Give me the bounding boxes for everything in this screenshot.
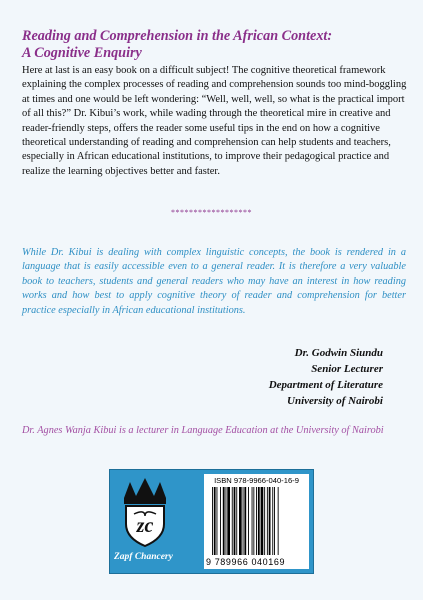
barcode-bar	[227, 487, 230, 555]
barcode-bar	[267, 487, 268, 555]
barcode-bar	[269, 487, 271, 555]
barcode-bar	[244, 487, 246, 555]
zapf-chancery-crest-icon	[116, 476, 174, 548]
barcode-bar	[256, 487, 257, 555]
publisher-name: Zapf Chancery	[114, 552, 173, 562]
barcode-bar	[220, 487, 221, 555]
barcode-bar	[232, 487, 233, 555]
barcode-bar	[278, 487, 279, 555]
barcode-bar	[258, 487, 260, 555]
barcode-bar	[248, 487, 249, 555]
separator-stars: ******************	[171, 208, 252, 217]
barcode-bar	[252, 487, 253, 555]
svg-text:zc: zc	[136, 515, 154, 537]
isbn-text: ISBN 978-9966-040-16-9	[214, 476, 299, 485]
author-bio: Dr. Agnes Wanja Kibui is a lecturer in Language Education at the University of Nairobi	[22, 425, 384, 436]
blurb-paragraph: Here at last is an easy book on a difficult subject! The cognitive theoretical framework explaining the complex processes of reading and comprehension sounds too mind-boggling at times and one would be left wondering: “Well, well, well, so what is the practical import of all this?” Dr. Kibui’s work, while wading through the theoretical mire in creative and reader-friendly steps, offers the reader some useful tips in the end on how a cognitive theoretical understanding of reading and comprehension can help students and teachers, especially in African educational institutions, to improve their pedagogical practice and realize the learning objectives better and faster.	[22, 65, 407, 177]
barcode-box	[204, 474, 309, 569]
barcode-bar	[234, 487, 236, 555]
title-line-2: A Cognitive Enquiry	[22, 45, 142, 61]
review-paragraph: While Dr. Kibui is dealing with complex linguistic concepts, the book is rendered in a language that is easily accessible even to a general reader. It is therefore a very valuable book to teachers, students and general readers who may have an interest in how reading works and how best to apply cognitive theory of reader and comprehension for better practice especially in African educational institutions.	[22, 247, 406, 316]
reviewer-institution: University of Nairobi	[287, 395, 383, 407]
barcode-bar	[223, 487, 225, 555]
publisher-block	[109, 469, 314, 574]
barcode-bars	[212, 487, 304, 555]
barcode-digits: 9 789966 040169	[206, 557, 286, 567]
barcode-bar	[243, 487, 244, 555]
barcode-bar	[214, 487, 216, 555]
barcode-bar	[236, 487, 237, 555]
barcode-bar	[253, 487, 254, 555]
barcode-bar	[212, 487, 213, 555]
barcode-bar	[226, 487, 227, 555]
barcode-bar	[261, 487, 264, 555]
barcode-bar	[272, 487, 273, 555]
reviewer-signature	[269, 345, 383, 409]
reviewer-name: Dr. Godwin Siundu	[294, 347, 383, 359]
book-title	[22, 28, 412, 62]
reviewer-department: Department of Literature	[268, 379, 383, 391]
barcode-bar	[239, 487, 242, 555]
reviewer-position: Senior Lecturer	[311, 363, 383, 375]
title-line-1: Reading and Comprehension in the African Context:	[22, 28, 333, 44]
barcode-bar	[264, 487, 265, 555]
barcode-bar	[217, 487, 218, 555]
barcode-bar	[274, 487, 275, 555]
